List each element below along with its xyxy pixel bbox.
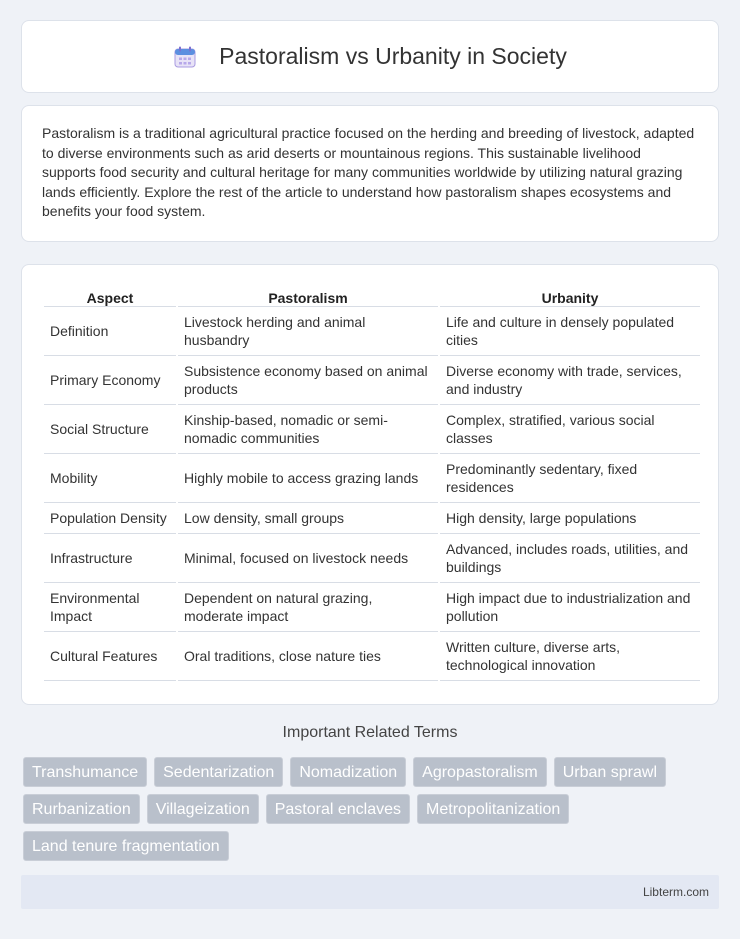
table-cell: Mobility <box>44 454 176 503</box>
title-card <box>21 20 719 93</box>
related-term-tag[interactable]: Urban sprawl <box>554 757 666 787</box>
calendar-icon <box>173 45 197 69</box>
related-term-tag[interactable]: Transhumance <box>23 757 147 787</box>
table-cell: Primary Economy <box>44 356 176 405</box>
table-cell: Definition <box>44 307 176 356</box>
table-cell: Predominantly sedentary, fixed residences <box>440 454 700 503</box>
comparison-table <box>42 285 702 681</box>
table-cell: Written culture, diverse arts, technological innovation <box>440 632 700 681</box>
table-cell: Kinship-based, nomadic or semi-nomadic communities <box>178 405 438 454</box>
table-header-row <box>44 285 700 307</box>
related-terms-list <box>23 757 723 861</box>
table-cell: Dependent on natural grazing, moderate impact <box>178 583 438 632</box>
column-header-pastoralism: Pastoralism <box>178 285 438 307</box>
related-term-tag[interactable]: Sedentarization <box>154 757 283 787</box>
table-row <box>44 405 700 454</box>
table-row <box>44 632 700 681</box>
footer-site-link[interactable]: Libterm.com <box>642 885 709 899</box>
table-cell: Oral traditions, close nature ties <box>178 632 438 681</box>
table-cell: Advanced, includes roads, utilities, and buildings <box>440 534 700 583</box>
table-row <box>44 503 700 534</box>
table-cell: Minimal, focused on livestock needs <box>178 534 438 583</box>
table-cell: Environmental Impact <box>44 583 176 632</box>
table-cell: Low density, small groups <box>178 503 438 534</box>
related-term-tag[interactable]: Pastoral enclaves <box>266 794 410 824</box>
table-cell: Diverse economy with trade, services, and industry <box>440 356 700 405</box>
related-term-tag[interactable]: Agropastoralism <box>413 757 547 787</box>
related-term-tag[interactable]: Rurbanization <box>23 794 140 824</box>
table-cell: Complex, stratified, various social classes <box>440 405 700 454</box>
table-row <box>44 534 700 583</box>
table-cell: Population Density <box>44 503 176 534</box>
column-header-urbanity: Urbanity <box>440 285 700 307</box>
footer <box>21 875 719 909</box>
table-cell: High density, large populations <box>440 503 700 534</box>
related-term-tag[interactable]: Metropolitanization <box>417 794 569 824</box>
table-cell: Life and culture in densely populated cities <box>440 307 700 356</box>
table-row <box>44 454 700 503</box>
table-cell: Infrastructure <box>44 534 176 583</box>
table-cell: Livestock herding and animal husbandry <box>178 307 438 356</box>
column-header-aspect: Aspect <box>44 285 176 307</box>
table-row <box>44 583 700 632</box>
table-cell: Subsistence economy based on animal products <box>178 356 438 405</box>
table-cell: High impact due to industrialization and pollution <box>440 583 700 632</box>
table-cell: Highly mobile to access grazing lands <box>178 454 438 503</box>
related-term-tag[interactable]: Nomadization <box>290 757 406 787</box>
table-cell: Cultural Features <box>44 632 176 681</box>
intro-text: Pastoralism is a traditional agricultural practice focused on the herding and breeding of livestock, adapted to diverse environments such as arid deserts or mountainous regions. This sustainable livelihood supports food security and cultural heritage for many communities worldwide by utilizing natural grazing lands efficiently. Explore the rest of the article to understand how pastoralism shapes ecosystems and benefits your food system. <box>42 125 695 219</box>
related-term-tag[interactable]: Villageization <box>147 794 259 824</box>
page-title: Pastoralism vs Urbanity in Society <box>219 43 567 69</box>
comparison-table-card <box>21 264 719 705</box>
table-cell: Social Structure <box>44 405 176 454</box>
table-row <box>44 356 700 405</box>
related-terms-heading: Important Related Terms <box>282 724 458 741</box>
intro-card <box>21 105 719 242</box>
table-row <box>44 307 700 356</box>
related-term-tag[interactable]: Land tenure fragmentation <box>23 831 229 861</box>
